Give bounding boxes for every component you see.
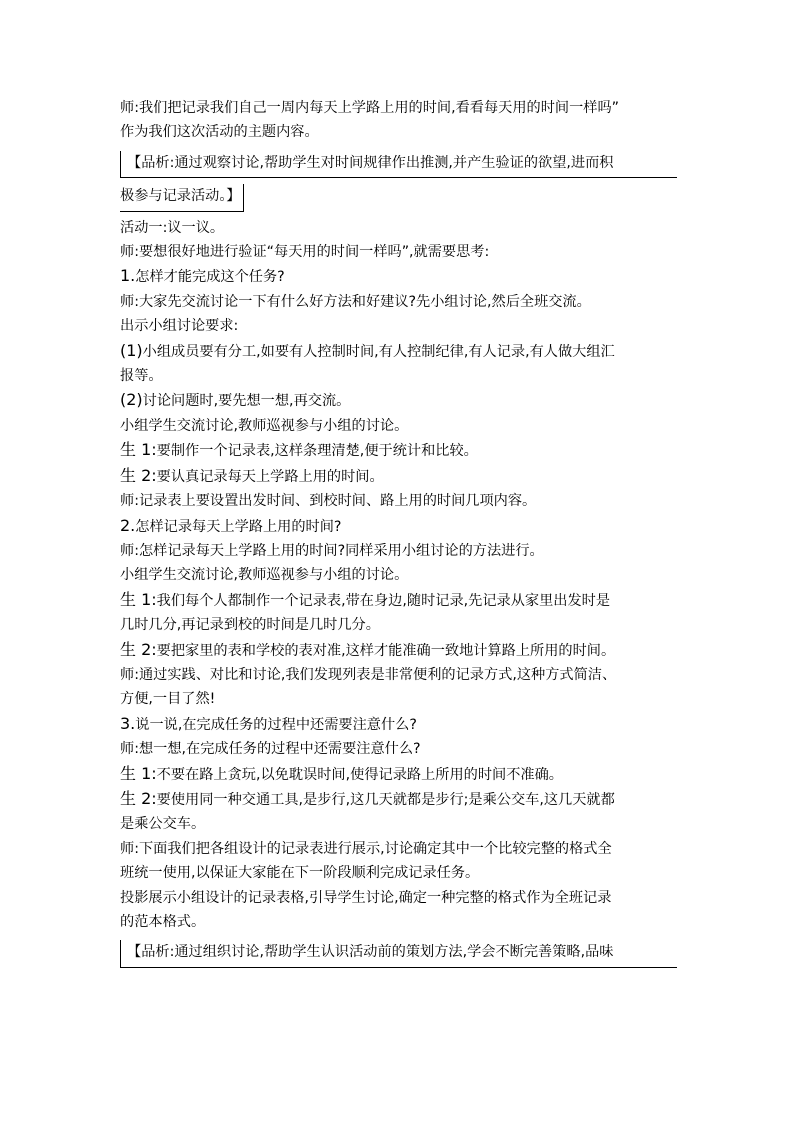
analysis-note: 【品析:通过组织讨论,帮助学生认识活动前的策划方法,学会不断完善策略,品味 bbox=[120, 940, 677, 967]
requirement-item bbox=[120, 388, 680, 413]
paragraph: 师:下面我们把各组设计的记录表进行展示,讨论确定其中一个比较完整的格式全 bbox=[120, 840, 612, 857]
student-reply bbox=[120, 762, 680, 787]
item-number: 3. bbox=[120, 713, 136, 733]
student-reply bbox=[120, 787, 680, 812]
paragraph: 师:我们把记录我们自己一周内每天上学路上用的时间,看看每天用的时间一样吗” bbox=[120, 100, 620, 116]
item-number: (1) bbox=[120, 340, 143, 360]
item-text: 说一说,在完成任务的过程中还需要注意什么? bbox=[135, 716, 417, 733]
student-reply bbox=[120, 588, 680, 613]
paragraph: 报等。 bbox=[120, 368, 163, 385]
student-reply bbox=[120, 464, 680, 489]
item-text: 怎样才能完成这个任务? bbox=[135, 269, 285, 286]
paragraph: 师:想一想,在完成任务的过程中还需要注意什么? bbox=[120, 741, 421, 758]
paragraph: 师:要想很好地进行验证“每天用的时间一样吗”,就需要思考: bbox=[120, 244, 490, 261]
item-number: 2. bbox=[120, 515, 136, 535]
paragraph: 投影展示小组设计的记录表格,引导学生讨论,确定一种完整的格式作为全班记录 bbox=[120, 889, 612, 906]
activity-heading: 活动一:议一议。 bbox=[120, 219, 225, 236]
item-text: 小组成员要有分工,如要有人控制时间,有人控制纪律,有人记录,有人做大组汇 bbox=[142, 343, 615, 360]
item-number: 1. bbox=[120, 266, 136, 286]
item-text: 怎样记录每天上学路上用的时间? bbox=[135, 518, 342, 535]
paragraph: 是乘公交车。 bbox=[120, 816, 206, 833]
paragraph: 的范本格式。 bbox=[120, 914, 206, 930]
paragraph: 师:通过实践、对比和讨论,我们发现列表是非常便利的记录方式,这种方式简洁、 bbox=[120, 666, 617, 683]
reply-text: 要把家里的表和学校的表对准,这样才能准确一致地计算路上所用的时间。 bbox=[156, 642, 616, 659]
paragraph: 师:记录表上要设置出发时间、到校时间、路上用的时间几项内容。 bbox=[120, 493, 537, 510]
paragraph: 小组学生交流讨论,教师巡视参与小组的讨论。 bbox=[120, 417, 409, 434]
analysis-note: 【品析:通过观察讨论,帮助学生对时间规律作出推测,并产生验证的欲望,进而积 bbox=[120, 151, 677, 178]
speaker: 生 2: bbox=[120, 788, 157, 808]
requirement-item bbox=[120, 339, 680, 364]
document-body bbox=[120, 96, 680, 968]
reply-text: 要制作一个记录表,这样条理清楚,便于统计和比较。 bbox=[156, 443, 478, 460]
student-reply bbox=[120, 438, 680, 463]
item-text: 讨论问题时,要先想一想,再交流。 bbox=[142, 393, 351, 410]
speaker: 生 1: bbox=[120, 589, 157, 609]
speaker: 生 1: bbox=[120, 440, 157, 460]
paragraph: 小组学生交流讨论,教师巡视参与小组的讨论。 bbox=[120, 567, 409, 584]
numbered-item bbox=[120, 264, 680, 289]
paragraph: 出示小组讨论要求: bbox=[120, 318, 239, 335]
reply-text: 我们每个人都制作一个记录表,带在身边,随时记录,先记录从家里出发时是 bbox=[156, 592, 611, 609]
paragraph: 师:大家先交流讨论一下有什么好方法和好建议?先小组讨论,然后全班交流。 bbox=[120, 293, 591, 310]
analysis-note-end: 极参与记录活动。】 bbox=[120, 184, 244, 211]
speaker: 生 2: bbox=[120, 465, 157, 485]
reply-text: 要使用同一种交通工具,是步行,这几天就都是步行;是乘公交车,这几天就都 bbox=[156, 791, 615, 808]
reply-text: 要认真记录每天上学路上用的时间。 bbox=[156, 468, 384, 485]
paragraph: 作为我们这次活动的主题内容。 bbox=[120, 124, 319, 141]
speaker: 生 1: bbox=[120, 763, 157, 783]
numbered-item bbox=[120, 712, 680, 737]
reply-text: 不要在路上贪玩,以免耽误时间,使得记录路上所用的时间不准确。 bbox=[156, 766, 563, 783]
speaker: 生 2: bbox=[120, 639, 157, 659]
paragraph: 方便,一目了然! bbox=[120, 691, 216, 708]
paragraph: 几时几分,再记录到校的时间是几时几分。 bbox=[120, 617, 380, 634]
paragraph: 班统一使用,以保证大家能在下一阶段顺利完成记录任务。 bbox=[120, 865, 480, 882]
student-reply bbox=[120, 638, 680, 663]
item-number: (2) bbox=[120, 390, 143, 410]
paragraph: 师:怎样记录每天上学路上用的时间?同样采用小组讨论的方法进行。 bbox=[120, 542, 544, 559]
numbered-item bbox=[120, 514, 680, 539]
